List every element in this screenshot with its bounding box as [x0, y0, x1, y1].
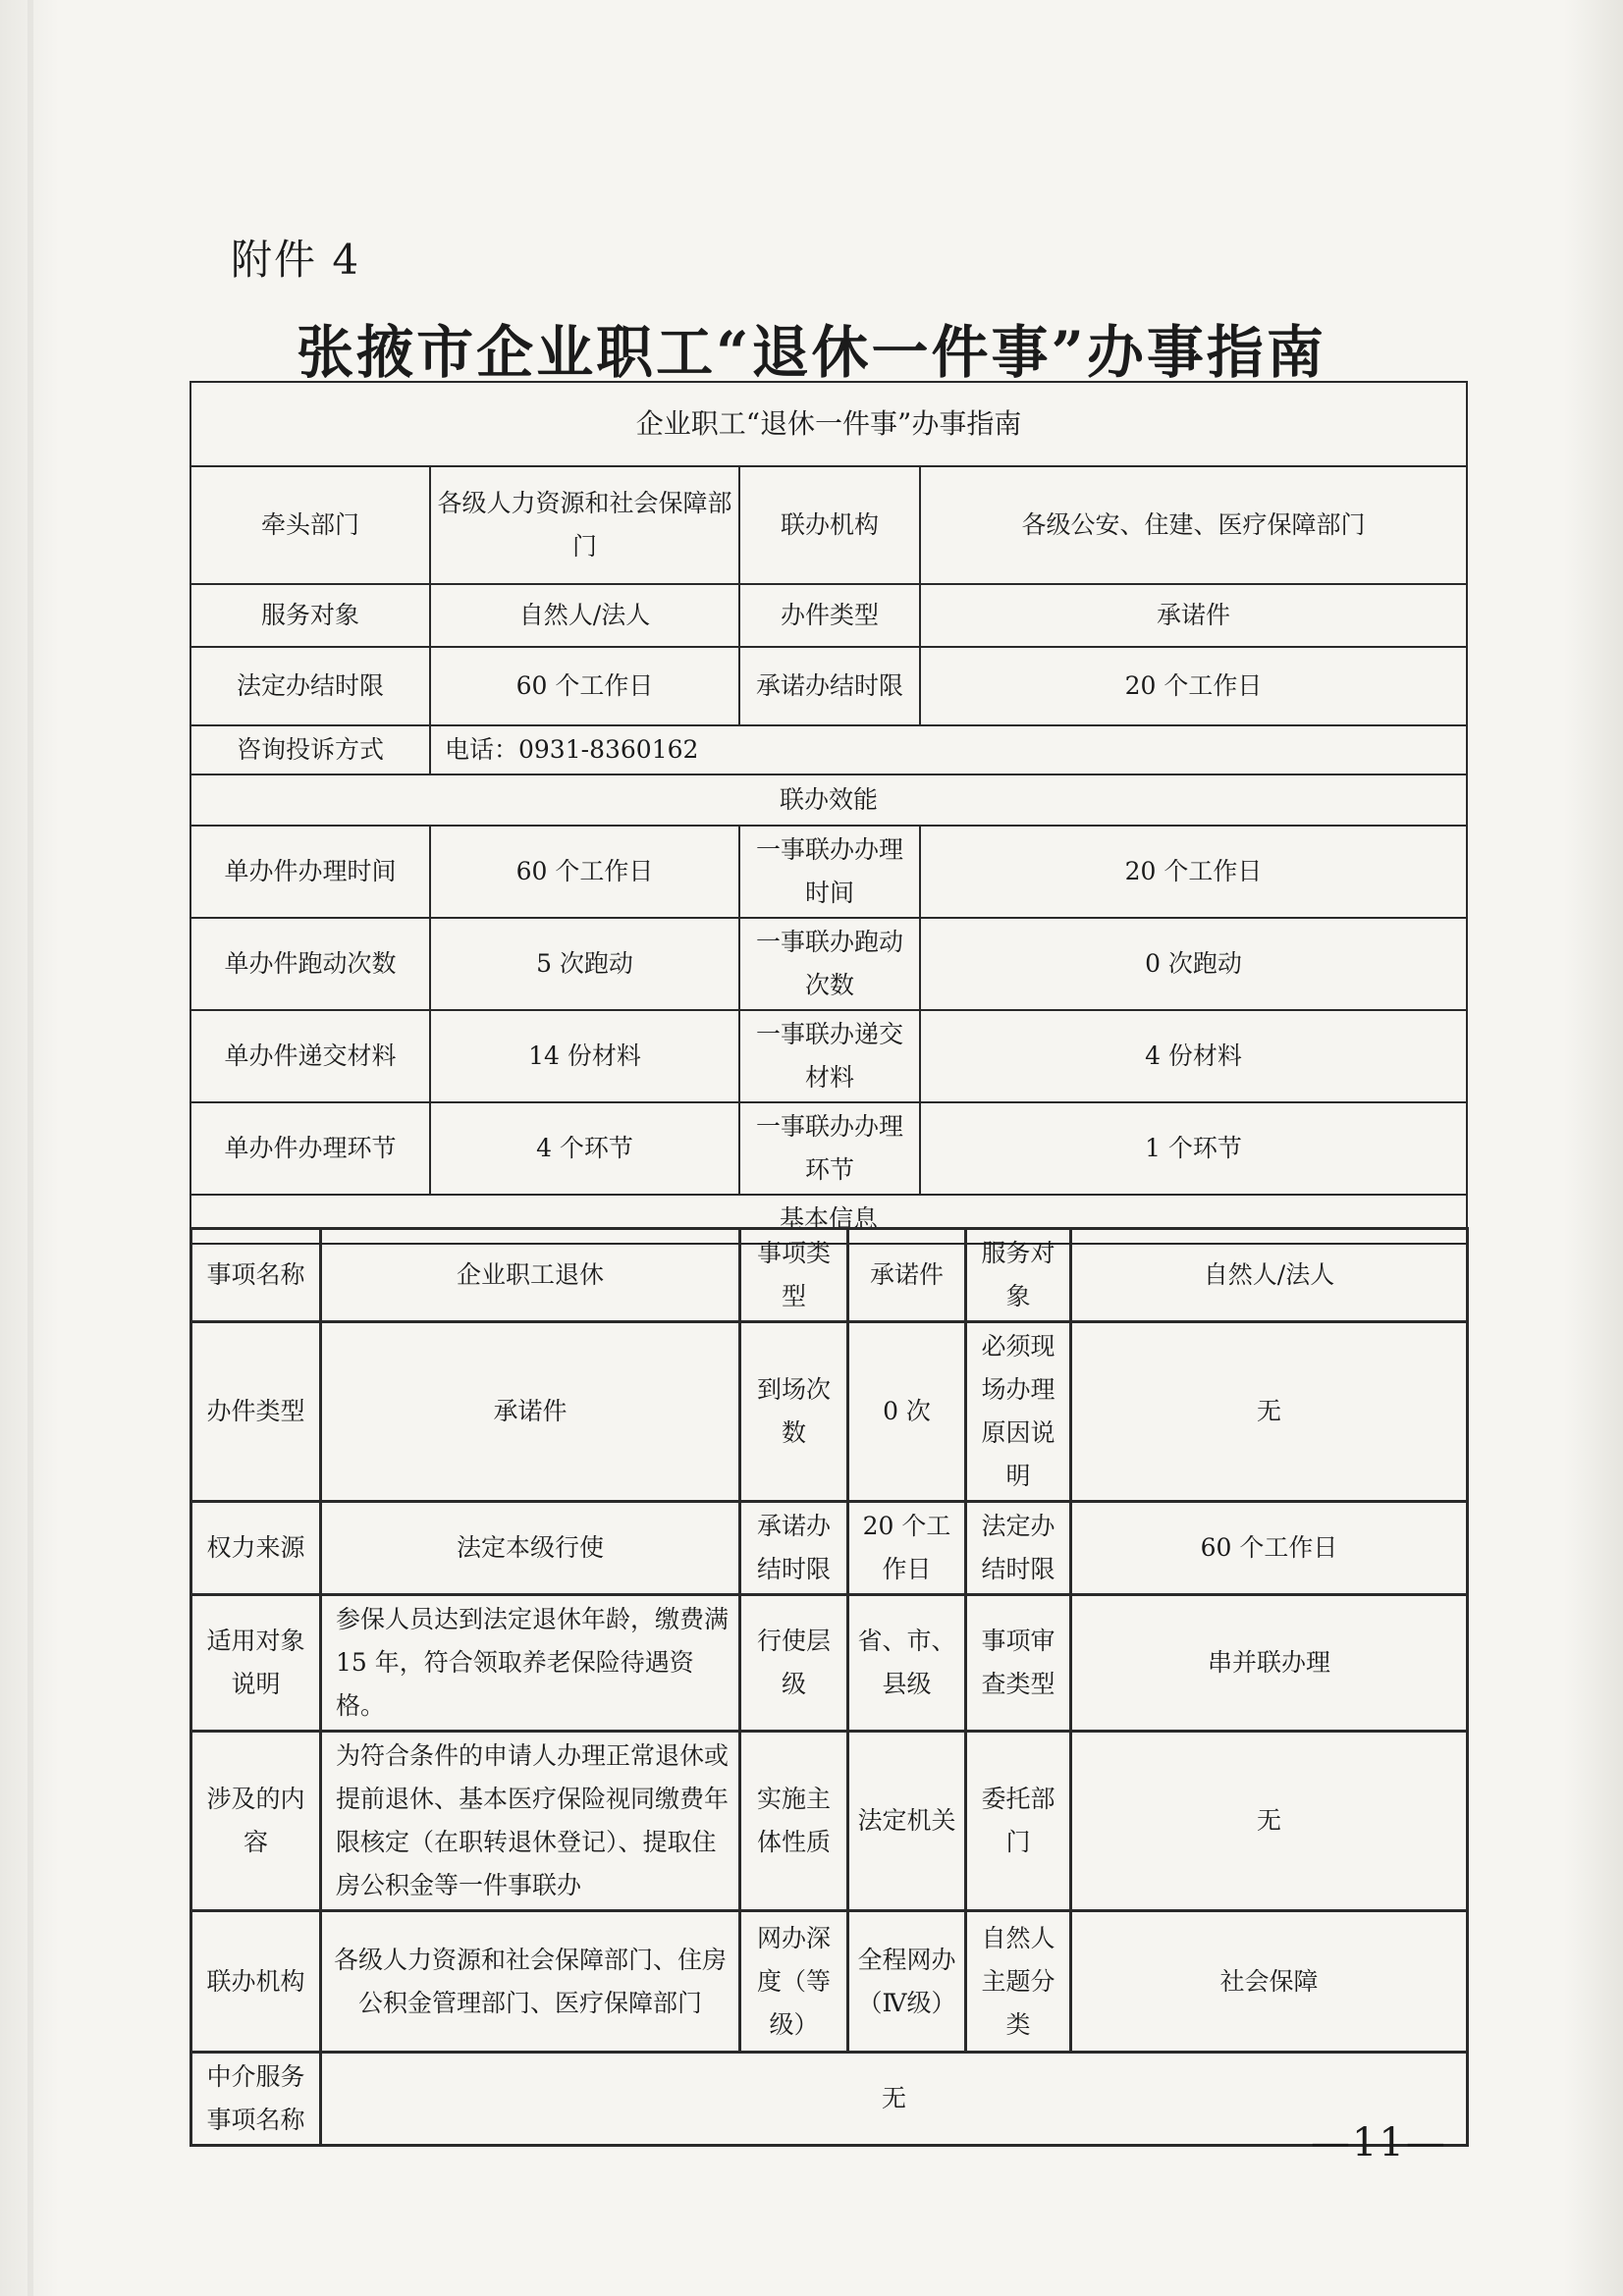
handling-type-label: 办件类型 — [739, 584, 920, 647]
promise-time-value: 20 个工作日 — [920, 647, 1467, 725]
coop-agency-label: 联办机构 — [739, 466, 920, 584]
applicable-label: 适用对象说明 — [191, 1595, 321, 1732]
joint-value: 1 个环节 — [920, 1102, 1467, 1195]
item-name-value: 企业职工退休 — [321, 1229, 740, 1322]
online-depth-value: 全程网办（Ⅳ级） — [848, 1911, 966, 2053]
legal-time-value: 60 个工作日 — [430, 647, 739, 725]
agency-service-label: 中介服务事项名称 — [191, 2053, 321, 2146]
power-source-label: 权力来源 — [191, 1502, 321, 1595]
joint-label: 一事联办跑动次数 — [739, 918, 920, 1010]
efficiency-header: 联办效能 — [190, 774, 1467, 826]
delegate-label: 委托部门 — [966, 1732, 1071, 1911]
level-label: 行使层级 — [740, 1595, 848, 1732]
visits-value: 0 次 — [848, 1322, 966, 1502]
power-source-value: 法定本级行使 — [321, 1502, 740, 1595]
legal-limit-label: 法定办结时限 — [966, 1502, 1071, 1595]
service-target-value: 自然人/法人 — [430, 584, 739, 647]
single-value: 60 个工作日 — [430, 826, 739, 918]
item-type-value: 承诺件 — [848, 1229, 966, 1322]
table-title: 企业职工“退休一件事”办事指南 — [190, 382, 1467, 466]
service-obj-value: 自然人/法人 — [1071, 1229, 1468, 1322]
level-value: 省、市、县级 — [848, 1595, 966, 1732]
page-number: —11— — [1311, 2120, 1447, 2165]
legal-time-label: 法定办结时限 — [190, 647, 430, 725]
joint-label: 一事联办办理时间 — [739, 826, 920, 918]
single-value: 4 个环节 — [430, 1102, 739, 1195]
single-label: 单办件办理时间 — [190, 826, 430, 918]
single-value: 14 份材料 — [430, 1010, 739, 1102]
delegate-value: 无 — [1071, 1732, 1468, 1911]
review-type-value: 串并联办理 — [1071, 1595, 1468, 1732]
lead-dept-value: 各级人力资源和社会保障部门 — [430, 466, 739, 584]
entity-value: 法定机关 — [848, 1732, 966, 1911]
joint-value: 20 个工作日 — [920, 826, 1467, 918]
joint-label: 一事联办办理环节 — [739, 1102, 920, 1195]
basic-info-header: 基本信息 — [190, 1195, 1467, 1244]
topic-value: 社会保障 — [1071, 1911, 1468, 2053]
joint-label: 一事联办递交材料 — [739, 1010, 920, 1102]
joint-value: 0 次跑动 — [920, 918, 1467, 1010]
service-target-label: 服务对象 — [190, 584, 430, 647]
content-value: 为符合条件的申请人办理正常退休或提前退休、基本医疗保险视同缴费年限核定（在职转退休登记）、提取住房公积金等一件事联办 — [321, 1732, 740, 1911]
onsite-reason-value: 无 — [1071, 1322, 1468, 1502]
topic-label: 自然人主题分类 — [966, 1911, 1071, 2053]
service-obj-label: 服务对象 — [966, 1229, 1071, 1322]
guide-summary-table — [189, 381, 1468, 1245]
legal-limit-value: 60 个工作日 — [1071, 1502, 1468, 1595]
applicable-value: 参保人员达到法定退休年龄，缴费满 15 年，符合领取养老保险待遇资格。 — [321, 1595, 740, 1732]
single-value: 5 次跑动 — [430, 918, 739, 1010]
onsite-reason-label: 必须现场办理原因说明 — [966, 1322, 1071, 1502]
joint-value: 4 份材料 — [920, 1010, 1467, 1102]
entity-label: 实施主体性质 — [740, 1732, 848, 1911]
promise-limit-value: 20 个工作日 — [848, 1502, 966, 1595]
joint-agency-value: 各级人力资源和社会保障部门、住房公积金管理部门、医疗保障部门 — [321, 1911, 740, 2053]
online-depth-label: 网办深度（等级） — [740, 1911, 848, 2053]
single-label: 单办件跑动次数 — [190, 918, 430, 1010]
handle-type-value: 承诺件 — [321, 1322, 740, 1502]
handle-type-label: 办件类型 — [191, 1322, 321, 1502]
review-type-label: 事项审查类型 — [966, 1595, 1071, 1732]
single-label: 单办件递交材料 — [190, 1010, 430, 1102]
single-label: 单办件办理环节 — [190, 1102, 430, 1195]
joint-agency-label: 联办机构 — [191, 1911, 321, 2053]
attachment-label: 附件 4 — [231, 236, 361, 284]
contact-label: 咨询投诉方式 — [190, 725, 430, 774]
handling-type-value: 承诺件 — [920, 584, 1467, 647]
content-label: 涉及的内容 — [191, 1732, 321, 1911]
item-name-label: 事项名称 — [191, 1229, 321, 1322]
visits-label: 到场次数 — [740, 1322, 848, 1502]
basic-info-table — [189, 1227, 1469, 2147]
lead-dept-label: 牵头部门 — [190, 466, 430, 584]
agency-service-value: 无 — [321, 2053, 1468, 2146]
item-type-label: 事项类型 — [740, 1229, 848, 1322]
contact-value: 电话：0931-8360162 — [430, 725, 1467, 774]
document-title: 张掖市企业职工“退休一件事”办事指南 — [297, 319, 1326, 386]
promise-time-label: 承诺办结时限 — [739, 647, 920, 725]
coop-agency-value: 各级公安、住建、医疗保障部门 — [920, 466, 1467, 584]
promise-limit-label: 承诺办结时限 — [740, 1502, 848, 1595]
